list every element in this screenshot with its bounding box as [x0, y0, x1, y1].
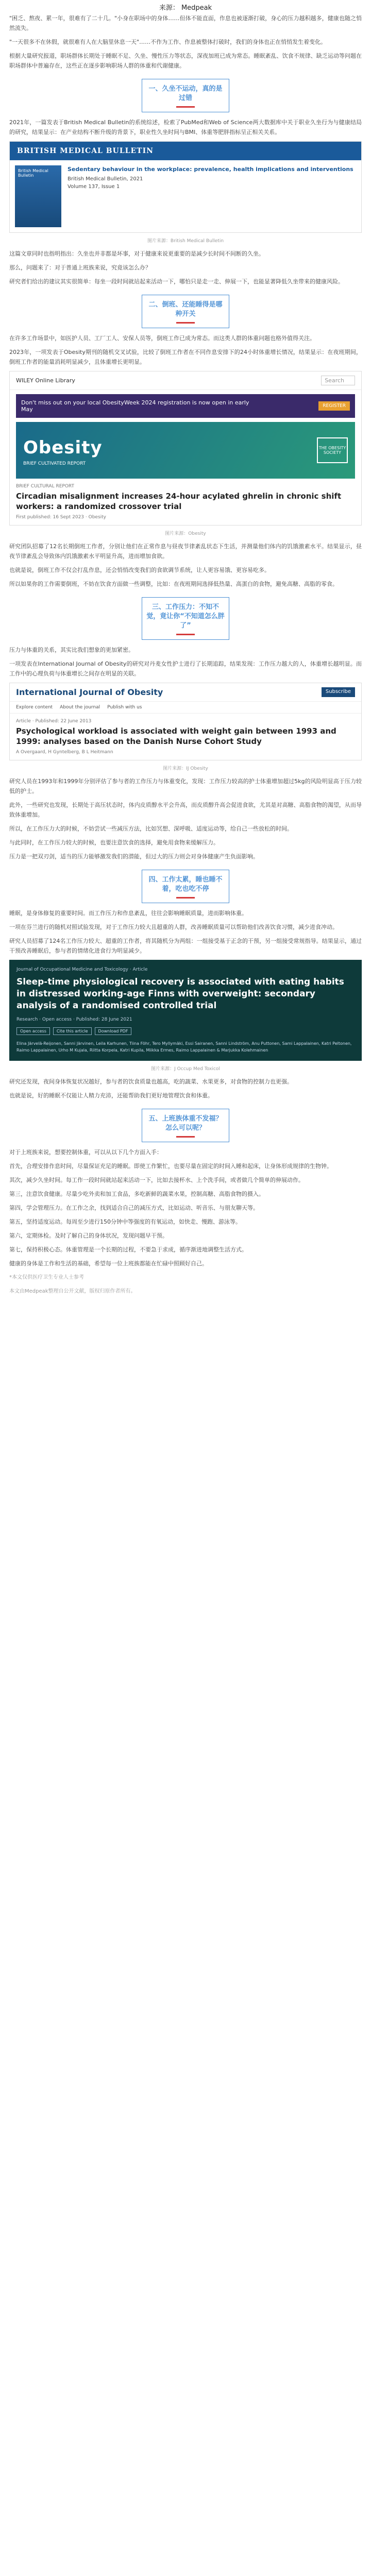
body-paragraph: 这篇文章同时也指明指出：久坐也并非都是坏事，对于健康来说更重要的是减少长时间不间断的久坐。 [9, 250, 264, 257]
disclaimer: *本文仅供医疗卫生专业人士参考 [9, 1275, 84, 1280]
nav-item[interactable]: Explore content [16, 705, 53, 710]
body-paragraph: 对于上班族来说，想要控制体重，可以从以下几个方面入手： [9, 1149, 162, 1156]
body-paragraph: 第六，定期体检。及时了解自己的身体状况，发现问题早干预。 [9, 1232, 168, 1239]
article-meta: British Medical Bulletin, 2021 [68, 176, 143, 182]
intro-paragraph: 根据大量研究报道，职场群体长期处于睡眠不足、久坐、慢性压力等状态，深夜加班已成为常态。睡眠紊乱、饮食不规律、缺乏运动等问题在职场群体中普遍存在，这些正在逐步影响职场人群的体重和代谢健康。 [9, 53, 362, 69]
body-paragraph: 其次，减少久坐时间。每工作一段时间就站起来活动一下，比如去接杯水、上个洗手间，或者做几个简单的伸展动作。 [9, 1177, 304, 1183]
nav-item[interactable]: Publish with us [107, 705, 142, 710]
figure-caption: 图片来源：J Occup Med Toxicol [151, 1066, 220, 1072]
body-paragraph: 第三，注意饮食健康。尽量少吃外卖和加工食品，多吃新鲜的蔬菜水果，控制高糖、高脂食物的摄入。 [9, 1191, 264, 1197]
article-meta: Research · Open access · Published: 28 June 2021 [16, 1017, 132, 1022]
section-accent-bar [176, 634, 195, 635]
wiley-screenshot [9, 371, 362, 526]
body-paragraph: 压力是一把双刃剑，适当的压力能够激发我们的潜能，但过大的压力则会对身体健康产生负面影响。 [9, 853, 259, 860]
section-heading-4 [142, 870, 229, 903]
nav-item[interactable]: About the journal [60, 705, 100, 710]
section-accent-bar [176, 106, 195, 108]
journal-name: Obesity [23, 437, 103, 458]
article-title[interactable]: Sleep-time physiological recovery is associated with eating habits in distressed working-age Finns with overweight: secondary analysis of a randomised controlled trial [16, 977, 344, 1011]
body-paragraph: 也就是说，倒班工作不仅会打乱作息，还会悄悄改变我们的食欲调节系统，让人更容易饿、更容易吃多。 [9, 567, 270, 573]
source-label: 来源： Medpeak [159, 4, 212, 12]
figure-caption: 图片来源：IJ Obesity [163, 766, 208, 771]
banner-subtitle: BRIEF CULTIVATED REPORT [23, 461, 86, 466]
section-title: 四、工作太累，睡也睡不着，吃也吃不停 [148, 876, 223, 893]
body-paragraph: 所以，在工作压力大的时候，不妨尝试一些减压方法，比如冥想、深呼吸、适度运动等，给自己一些放松的时间。 [9, 825, 293, 832]
body-paragraph: 第七，保持积极心态。体重管理是一个长期的过程，不要急于求成，循序渐进地调整生活方式。 [9, 1246, 247, 1253]
body-paragraph: 一项发表在International Journal of Obesity的研究对丹麦女性护士进行了长期追踪，结果发现：工作压力越大的人，体重增长越明显。而工作中的心理负荷与体重增长之间存在明显的关联。 [9, 660, 362, 677]
section-title: 三、工作压力：不知不觉，竟让你“不知道怎么胖了” [146, 603, 225, 630]
body-paragraph: 睡眠，是身体修复的重要时间。而工作压力和作息紊乱，往往会影响睡眠质量，进而影响体重。 [9, 910, 247, 917]
jomt-screenshot [9, 960, 362, 1061]
section-title: 五、上班族体重不发福？怎么可以呢？ [148, 1115, 223, 1132]
intro-paragraph: "困乏、熬夜、累一年，很难有了二十几。"小身在职场中的身体……但体不能直面，作息也被逐渐打破，身心的压力越积越多，健康也随之悄然流失。 [9, 15, 362, 31]
journal-banner [16, 422, 355, 479]
article-title[interactable]: Psychological workload is associated with weight gain between 1993 and 1999: analyses based on the Danish Nurse Cohort Study [16, 726, 336, 746]
open-access-badge[interactable]: Open access [16, 1027, 50, 1035]
body-paragraph: 压力与体重的关系，其实比我们想象的更加紧密。 [9, 647, 134, 653]
section-heading-1 [142, 79, 229, 112]
section-title: 一、久坐不运动，真的是过错 [148, 85, 223, 102]
body-paragraph: 一项在芬兰进行的随机对照试验发现，对于工作压力较大且超重的人群，改善睡眠质量可以帮助他们改善饮食习惯，减少进食冲动。 [9, 924, 338, 930]
section-title: 二、倒班、还能睡得是哪种开关 [148, 301, 223, 318]
journal-name[interactable]: International Journal of Obesity [16, 687, 163, 697]
body-paragraph: 第五，坚持适度运动。每周至少进行150分钟中等强度的有氧运动，如快走、慢跑、游泳等。 [9, 1218, 241, 1225]
section-accent-bar [176, 897, 195, 899]
download-pdf-button[interactable]: Download PDF [95, 1027, 132, 1035]
body-paragraph: 研究人员招募了124名工作压力较大、超重的工作者，将其随机分为两组：一组接受基于正念的干预，另一组接受常规指导。结果显示，通过干预改善睡眠后，参与者的情绪化进食行为明显减少。 [9, 938, 362, 954]
section-heading-5 [142, 1109, 229, 1142]
article-meta: First published: 16 Sept 2023 · Obesity [16, 515, 106, 520]
body-paragraph: 研究团队招募了12名长期倒班工作者，分别让他们在正常作息与昼夜节律紊乱状态下生活，并测量他们体内的饥饿激素水平。结果显示，昼夜节律紊乱会导致体内饥饿激素水平明显升高，进而增加食欲。 [9, 543, 362, 560]
subscribe-button[interactable]: Subscribe [322, 687, 355, 697]
ijo-screenshot [9, 683, 362, 760]
section-accent-bar [176, 322, 195, 324]
cite-button[interactable]: Cite this article [53, 1027, 92, 1035]
figure-caption: 图片来源：Obesity [165, 531, 206, 536]
society-logo: THE OBESITY SOCIETY [317, 437, 348, 463]
journal-nav [10, 702, 361, 714]
article-title[interactable]: Sedentary behaviour in the workplace: prevalence, health implications and interventions [68, 166, 353, 173]
body-paragraph: 所以如果你的工作需要倒班，不妨在饮食方面做一些调整，比如：在夜班期间选择低热量、高蛋白的食物，避免高糖、高脂的零食。 [9, 581, 338, 587]
copyright-note: 本文由Medpeak整理自公开文献，版权归原作者所有。 [9, 1289, 136, 1294]
body-paragraph: 研究者们给出的建议其实很简单：每坐一段时间就站起来活动一下，哪怕只是走一走、伸展一下，也能显著降低久坐带来的健康风险。 [9, 278, 344, 285]
article-title[interactable]: Circadian misalignment increases 24-hour acylated ghrelin in chronic shift workers: a randomized crossover trial [16, 492, 342, 511]
search-field[interactable]: Search [321, 376, 355, 385]
body-paragraph: 也就是说，好的睡眠不仅能让人精力充沛，还能帮助我们更好地管理饮食和体重。 [9, 1092, 213, 1099]
journal-cover: British Medical Bulletin [15, 165, 61, 227]
bmb-screenshot [9, 141, 362, 233]
figure-caption: 图片来源：British Medical Bulletin [147, 239, 224, 244]
body-paragraph: 第四，学会管理压力。在工作之余，找到适合自己的减压方式，比如运动、听音乐、与朋友聊天等。 [9, 1205, 259, 1211]
article-authors: Elina Järvelä-Reijonen, Sanni Järvinen, Leila Karhunen, Tiina Föhr, Tero Myllymäki, Essi Sairanen, Sanni Lindström, Anu Puttonen, Sami Lappalainen, Katri Peltonen, Raimo Lappalainen, Urho M Kujala, Riitta Korpela, Katri Kupila, Miikka Ermes, Raimo Lappalainen & Marjukka Kolehmainen [16, 1041, 352, 1053]
article-meta: Volume 137, Issue 1 [68, 184, 120, 190]
section-heading-3 [142, 597, 229, 640]
section-heading-2 [142, 295, 229, 328]
ad-text: Don't miss out on your local ObesityWeek 2024 registration is now open in early May [21, 399, 249, 413]
body-paragraph: 在许多工作场景中，如医护人员、工厂工人、安保人员等，倒班工作已成为常态。而这类人群的体重问题也格外值得关注。 [9, 335, 315, 342]
section-accent-bar [176, 1136, 195, 1138]
journal-banner: BRITISH MEDICAL BULLETIN [10, 142, 361, 160]
body-paragraph: 研究人员在1993年和1999年分别评估了参与者的工作压力与体重变化，发现：工作压力较高的护士体重增加超过5kg的风险明显高于压力较低的护士。 [9, 778, 362, 794]
body-paragraph: 2021年，一篇发表于British Medical Bulletin的系统综述，检索了PubMed和Web of Science两大数据库中关于职业久坐行为与健康结局的研究，结果显示：在产业结构不断升级的背景下，职业性久坐时间与BMI、体重等肥胖指标呈正相关关系。 [9, 119, 362, 135]
body-paragraph: 研究还发现，夜间身体恢复状况越好，参与者的饮食质量也越高，吃的蔬菜、水果更多，对食物的控制力也更强。 [9, 1078, 293, 1085]
article-type: Article · Published: 22 June 2013 [16, 719, 92, 724]
publisher-logo[interactable]: WILEY Online Library [16, 377, 75, 384]
journal-name[interactable]: Journal of Occupational Medicine and Toxicology · Article [16, 967, 148, 972]
body-paragraph: 与此同时，在工作压力较大的时候，也要注意饮食的选择，避免用食物来缓解压力。 [9, 839, 219, 846]
article-type: BRIEF CULTURAL REPORT [16, 484, 75, 489]
intro-paragraph: "一天很多不在休假，就很难有人在大脑里休息一天"……不作为工作、作息被整体打破时，我们的身体也正在悄悄发生着变化。 [9, 39, 327, 45]
ad-banner[interactable] [16, 394, 355, 418]
body-paragraph: 健康的身体是工作和生活的基础，希望每一位上班族都能在忙碌中照顾好自己。 [9, 1260, 208, 1267]
body-paragraph: 首先，合理安排作息时间，尽量保证充足的睡眠。即使工作繁忙，也要尽量在固定的时间入睡和起床，让身体形成规律的生物钟。 [9, 1163, 332, 1170]
body-paragraph: 那么，问题来了：对于普通上班族来说，究竟该怎么办？ [9, 264, 151, 271]
body-paragraph: 此外，一些研究也发现，长期处于高压状态时，体内皮质醇水平会升高，而皮质醇升高会促进食欲，尤其是对高糖、高脂食物的渴望，从而导致体重增加。 [9, 802, 362, 818]
register-button[interactable]: REGISTER [318, 401, 350, 411]
body-paragraph: 2023年，一项发表于Obesity期刊的随机交叉试验，比较了倒班工作者在不同作息安排下的24小时体重增长情况，结果显示：在夜班期间，倒班工作者的能量消耗明显减少，且体重增长更明显。 [9, 349, 362, 365]
article-authors: A Overgaard, H Gyntelberg, B L Heitmann [16, 750, 113, 755]
